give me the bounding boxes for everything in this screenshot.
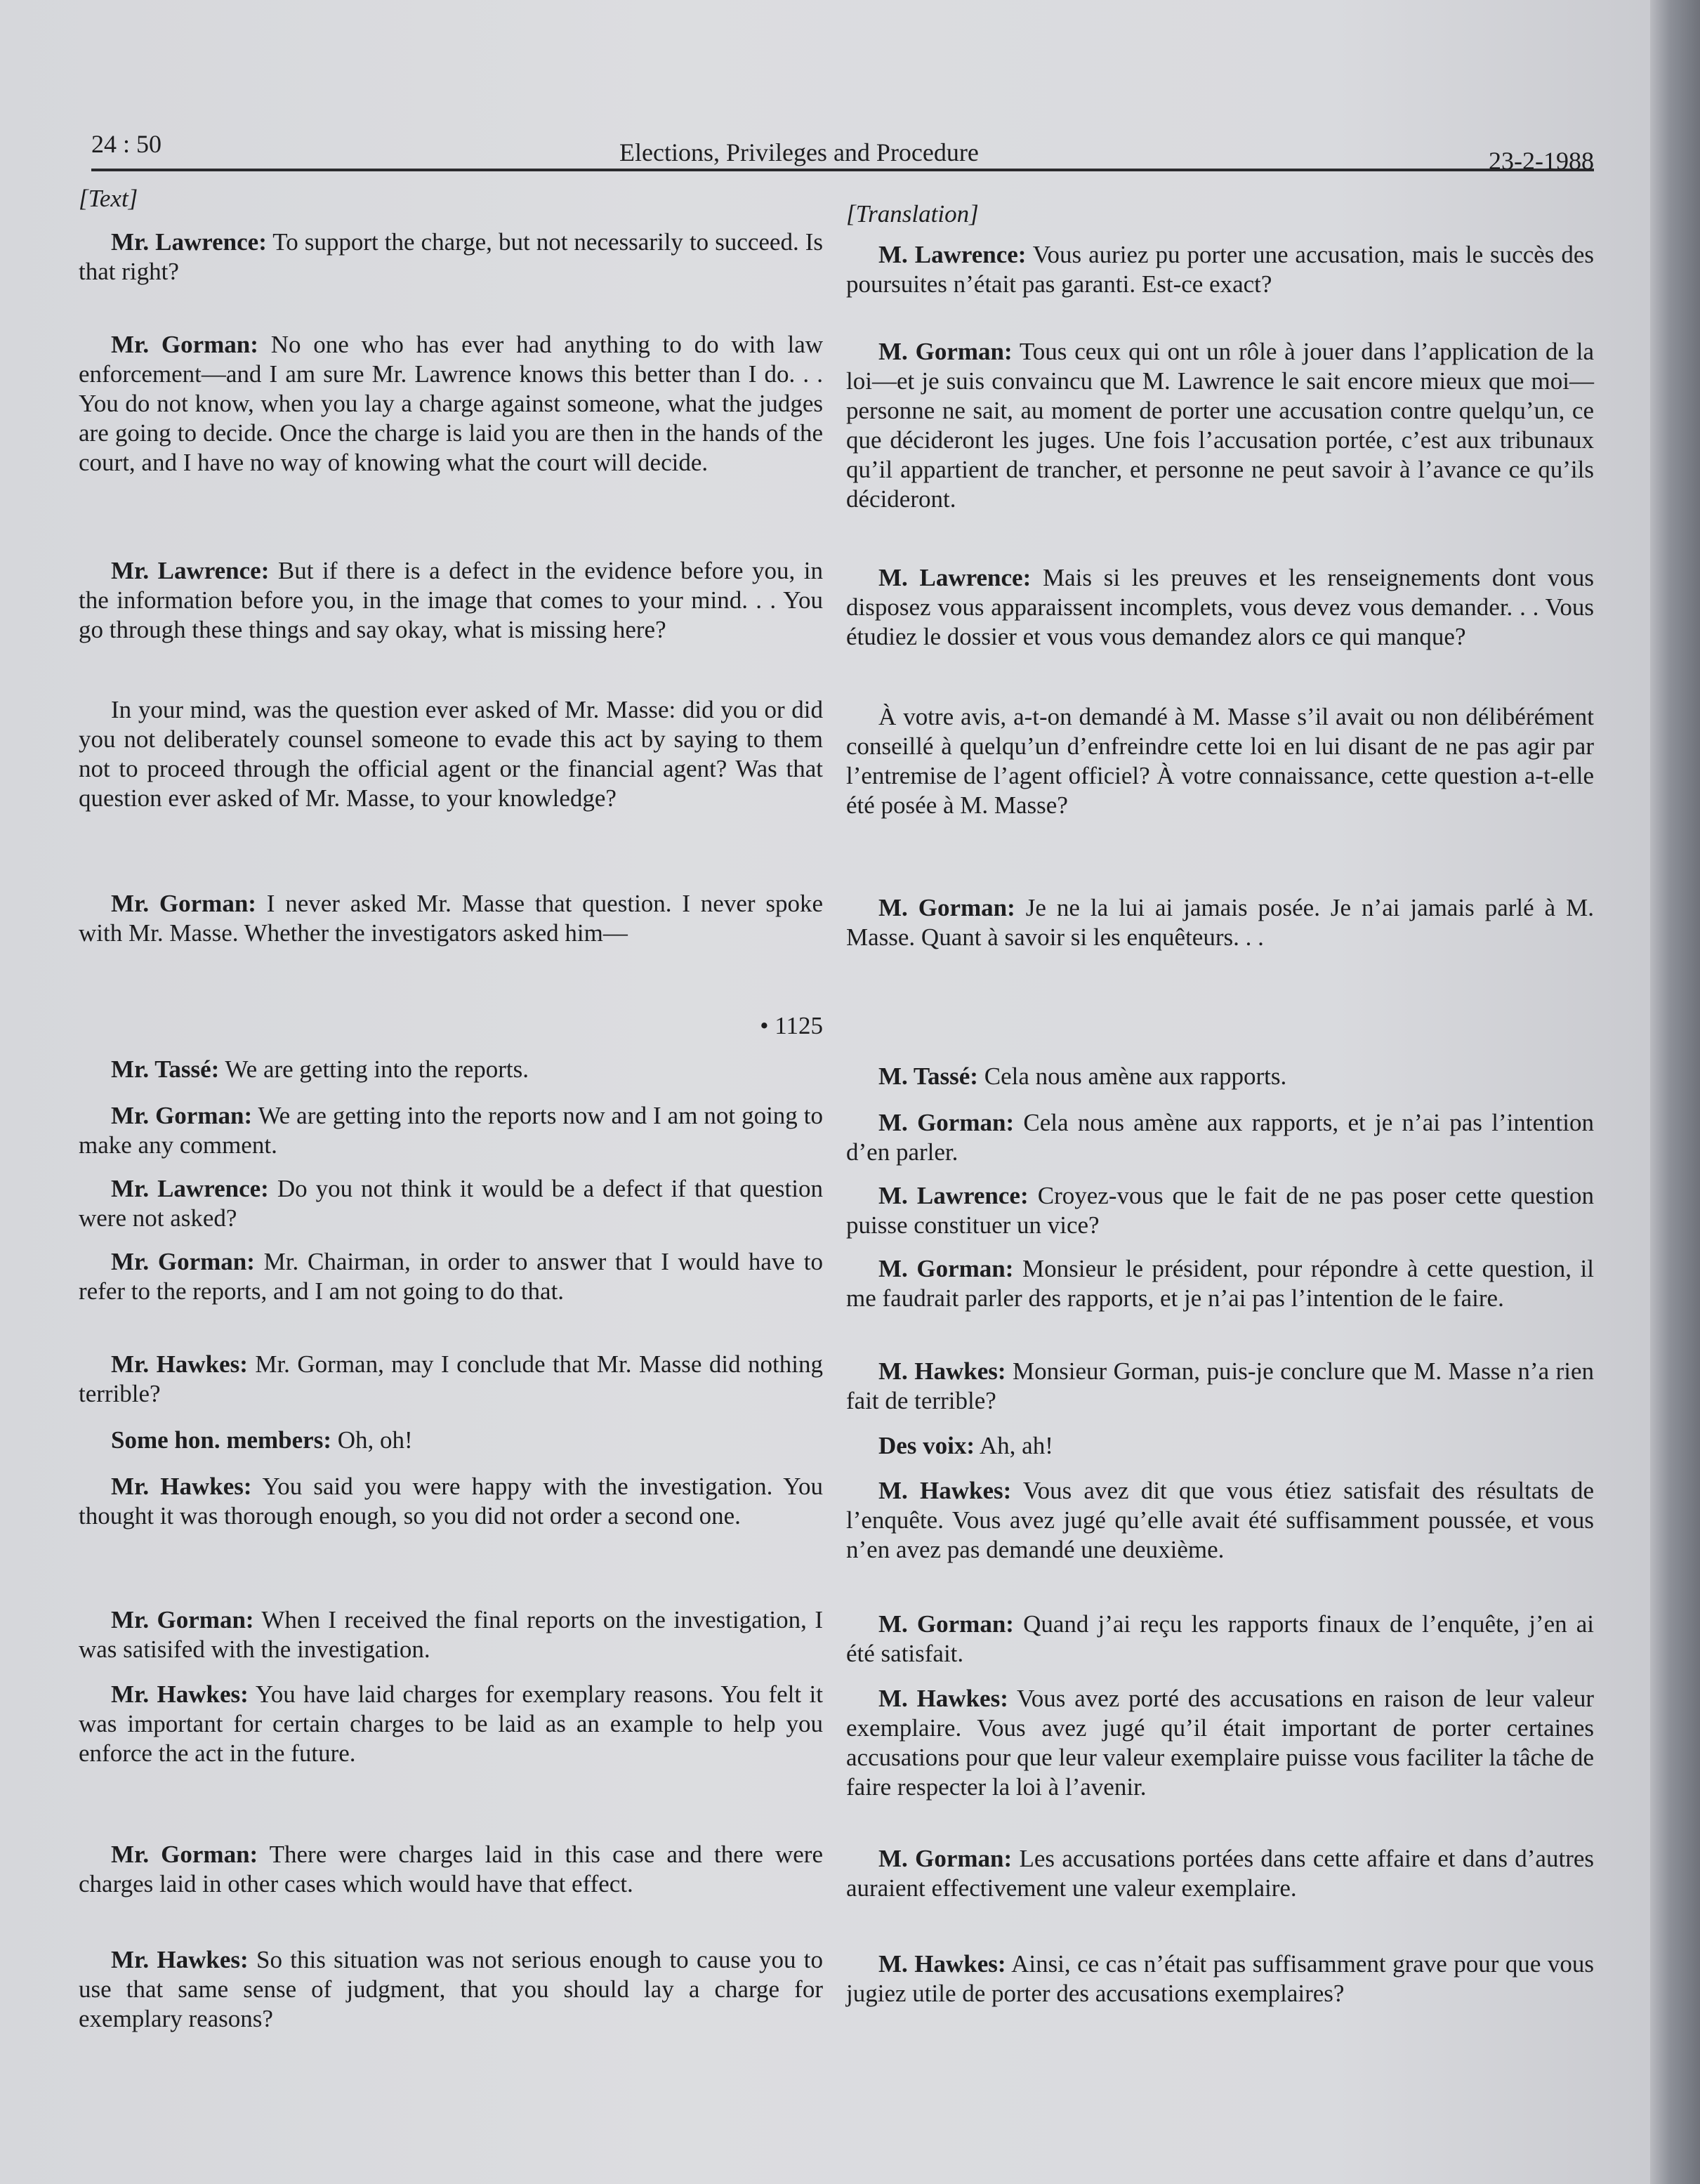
paragraph-text: Mr. Gorman, may I conclude that Mr. Masse did nothing terrible? [79,1350,823,1407]
paragraph [846,1357,1594,1416]
paragraph-text: Vous auriez pu porter une accusation, mais le succès des poursuites n’était pas garanti. Est-ce exact? [846,241,1594,298]
book-binding-edge [1650,0,1700,2184]
paragraph [79,1426,823,1455]
paragraph [79,695,823,813]
paragraph-text: Monsieur Gorman, puis-je conclure que M. Masse n’a rien fait de terrible? [846,1357,1595,1414]
paragraph-text: To support the charge, but not necessarily to succeed. Is that right? [79,228,823,285]
page-header [91,125,1594,175]
paragraph-text: Je ne la lui ai jamais posée. Je n’ai jamais parlé à M. Masse. Quant à savoir si les enquêteurs. . . [846,894,1594,951]
paragraph-text: À votre avis, a-t-on demandé à M. Masse s’il avait ou non délibérément conseillé à quelqu’un d’enfreindre cette loi en lui disant de ne pas agir par l’entremise de l’agent officiel? À votre connaissance, cette question a-t-elle été posée à M. Masse? [846,703,1594,819]
speaker-name: M. Hawkes: [878,1685,1008,1712]
paragraph [79,889,823,948]
speaker-name: Mr. Hawkes: [111,1680,249,1708]
paragraph [79,1174,823,1233]
paragraph [846,1431,1594,1461]
speaker-name: Mr. Gorman: [111,1841,258,1868]
paragraph-text: Vous avez dit que vous étiez satisfait des résultats de l’enquête. Vous avez jugé qu’elle avait été suffisamment poussée, et vous n’en avez pas demandé une deuxième. [846,1477,1594,1563]
speaker-name: Mr. Gorman: [111,331,258,358]
speaker-name: M. Gorman: [878,1845,1013,1872]
paragraph-text: Mais si les preuves et les renseignements dont vous disposez vous apparaissent incomplets, vous devez vous demander. . . Vous étudiez le dossier et vous vous demandez alors ce qui manque? [846,564,1594,650]
paragraph [79,228,823,287]
paragraph [79,330,823,478]
speaker-name: Mr. Hawkes: [111,1473,252,1500]
paragraph-text: Do you not think it would be a defect if that question were not asked? [79,1175,824,1232]
speaker-name: M. Hawkes: [878,1950,1006,1978]
paragraph [846,1610,1594,1669]
paragraph-text: In your mind, was the question ever asked of Mr. Masse: did you or did you not deliberately counsel someone to evade this act by saying to them not to proceed through the official agent or the financial agent? Was that question ever asked of Mr. Masse, to your knowledge? [79,696,823,812]
paragraph [79,1840,823,1899]
speaker-name: M. Gorman: [878,1255,1014,1282]
column-tag: [Translation] [846,200,979,228]
paragraph [846,702,1594,820]
paragraph [846,1254,1594,1313]
paragraph [79,1055,823,1084]
speaker-name: M. Gorman: [878,894,1015,921]
paragraph-text: When I received the final reports on the investigation, I was satisifed with the investigation. [79,1606,823,1663]
paragraph-text: We are getting into the reports now and I am not going to make any comment. [79,1102,823,1159]
paragraph [846,1181,1594,1240]
column-tag: [Text] [79,185,138,212]
speaker-name: Mr. Hawkes: [111,1946,249,1973]
paragraph-text: Mr. Chairman, in order to answer that I would have to refer to the reports, and I am not going to do that. [79,1248,823,1305]
speaker-name: Mr. Lawrence: [111,1175,269,1202]
paragraph-text: Cela nous amène aux rapports. [984,1063,1287,1090]
speaker-name: Mr. Gorman: [111,1102,253,1129]
paragraph-text: Oh, oh! [337,1426,413,1454]
paragraph-text: Croyez-vous que le fait de ne pas poser cette question puisse constituer un vice? [846,1182,1594,1239]
paragraph [846,1062,1594,1091]
speaker-name: Mr. Tassé: [111,1055,220,1083]
paragraph [846,563,1594,652]
paragraph [79,1247,823,1306]
speaker-name: Mr. Lawrence: [111,228,267,256]
page-date: 23-2-1988 [1489,147,1594,175]
paragraph-text: Vous avez porté des accusations en raison de leur valeur exemplaire. Vous avez jugé qu’il était important de porter certaines accusations pour que leur valeur exemplaire puisse vous faciliter la tâche de faire respecter la loi à l’avenir. [846,1685,1595,1801]
speaker-name: M. Hawkes: [878,1357,1006,1385]
time-marker: • 1125 [760,1012,823,1039]
speaker-name: M. Lawrence: [878,241,1027,268]
speaker-name: M. Lawrence: [878,564,1032,591]
speaker-name: Mr. Gorman: [111,890,256,917]
paragraph [846,1476,1594,1565]
page-number: 24 : 50 [91,130,162,158]
paragraph-text: Les accusations portées dans cette affaire et dans d’autres auraient effectivement une valeur exemplaire. [846,1845,1594,1902]
paragraph-text: Quand j’ai reçu les rapports finaux de l’enquête, j’en ai été satisfait. [846,1610,1594,1667]
paragraph [79,1605,823,1664]
speaker-name: Some hon. members: [111,1426,331,1454]
paragraph-text: Ah, ah! [979,1432,1053,1459]
paragraph [79,1350,823,1409]
speaker-name: Mr. Hawkes: [111,1350,248,1378]
running-title: Elections, Privileges and Procedure [619,138,979,166]
paragraph-text: You said you were happy with the investigation. You thought it was thorough enough, so you did not order a second one. [79,1473,823,1530]
speaker-name: Mr. Gorman: [111,1248,255,1275]
speaker-name: M. Lawrence: [878,1182,1029,1209]
paragraph [846,893,1594,952]
paragraph [79,556,823,645]
paragraph-text: I never asked Mr. Masse that question. I never spoke with Mr. Masse. Whether the investigators asked him— [79,890,823,947]
paragraph [846,1844,1594,1903]
paragraph-text: We are getting into the reports. [225,1055,529,1083]
paragraph [846,1949,1594,2008]
paragraph [79,1101,823,1160]
paragraph [79,1472,823,1531]
paragraph [846,337,1594,514]
speaker-name: Mr. Lawrence: [111,557,270,584]
speaker-name: M. Tassé: [878,1063,978,1090]
paragraph [79,1680,823,1768]
speaker-name: Des voix: [878,1432,975,1459]
paragraph-text: There were charges laid in this case and there were charges laid in other cases which would have that effect. [79,1841,823,1897]
speaker-name: M. Gorman: [878,1109,1015,1136]
speaker-name: M. Gorman: [878,338,1013,365]
paragraph-text: Monsieur le président, pour répondre à cette question, il me faudrait parler des rapports, et je n’ai pas l’intention de le faire. [846,1255,1594,1312]
speaker-name: M. Hawkes: [878,1477,1012,1504]
paragraph [846,1684,1594,1802]
paragraph-text: Cela nous amène aux rapports, et je n’ai pas l’intention d’en parler. [846,1109,1595,1166]
paragraph-text: Tous ceux qui ont un rôle à jouer dans l’application de la loi—et je suis convaincu que M. Lawrence le sait encore mieux que moi—personne ne sait, au moment de porter une accusation contre quelqu’un, ce que décideront les juges. Une fois l’accusation portée, c’est aux tribunaux qu’il appartient de trancher, et personne ne peut savoir à l’avance ce qu’ils décideront. [846,338,1595,513]
paragraph [79,1945,823,2034]
paragraph-text: You have laid charges for exemplary reasons. You felt it was important for certain charges to be laid as an example to help you enforce the act in the future. [79,1680,823,1767]
speaker-name: Mr. Gorman: [111,1606,254,1633]
paragraph-text: No one who has ever had anything to do with law enforcement—and I am sure Mr. Lawrence knows this better than I do. . . You do not know, when you lay a charge against someone, what the judges are going to decide. Once the charge is laid you are then in the hands of the court, and I have no way of knowing what the court will decide. [79,331,823,476]
speaker-name: M. Gorman: [878,1610,1014,1638]
paragraph [846,1108,1594,1167]
paragraph-text: So this situation was not serious enough to cause you to use that same sense of judgment, that you should lay a charge for exemplary reasons? [79,1946,824,2032]
paragraph [846,240,1594,299]
paragraph-text: But if there is a defect in the evidence before you, in the information before you, in the image that comes to your mind. . . You go through these things and say okay, what is missing here? [79,557,823,643]
paragraph-text: Ainsi, ce cas n’était pas suffisamment grave pour que vous jugiez utile de porter des accusations exemplaires? [846,1950,1595,2007]
